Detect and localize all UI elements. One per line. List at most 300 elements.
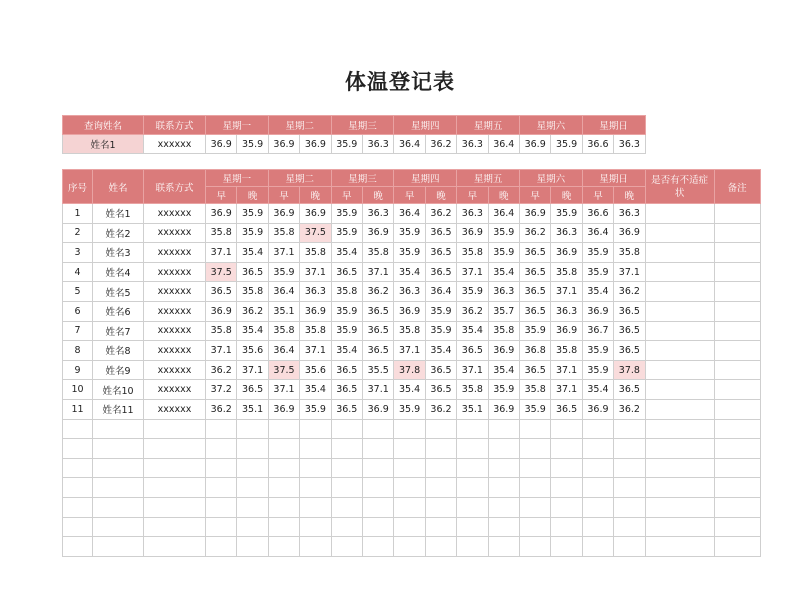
empty-cell <box>206 537 237 557</box>
day-header: 星期五 <box>457 170 520 187</box>
name-cell: 姓名9 <box>93 360 144 380</box>
temperature-cell: 35.9 <box>331 301 362 321</box>
empty-cell <box>362 439 393 459</box>
search-day-header: 星期六 <box>519 116 582 135</box>
temperature-cell: 36.2 <box>362 282 393 302</box>
contact-cell: xxxxxx <box>144 223 206 243</box>
temperature-cell: 36.5 <box>331 380 362 400</box>
empty-cell <box>519 517 550 537</box>
empty-cell <box>551 478 582 498</box>
discomfort-cell <box>645 282 714 302</box>
temperature-cell: 36.5 <box>362 321 393 341</box>
empty-cell <box>645 419 714 439</box>
empty-cell <box>645 537 714 557</box>
temperature-cell: 35.4 <box>331 243 362 263</box>
day-header: 星期三 <box>331 170 394 187</box>
temperature-cell: 36.5 <box>206 282 237 302</box>
empty-cell <box>331 537 362 557</box>
temperature-cell: 35.4 <box>237 243 268 263</box>
temperature-cell: 36.4 <box>582 223 613 243</box>
temperature-cell: 35.9 <box>457 282 488 302</box>
temperature-cell: 37.1 <box>268 380 299 400</box>
empty-cell <box>582 517 613 537</box>
temperature-cell: 36.9 <box>488 399 519 419</box>
empty-cell <box>519 497 550 517</box>
empty-cell <box>93 497 144 517</box>
temperature-cell: 37.1 <box>206 341 237 361</box>
temperature-cell: 37.1 <box>614 262 645 282</box>
morning-header: 早 <box>582 187 613 204</box>
temperature-cell: 35.9 <box>519 321 550 341</box>
temperature-cell: 36.4 <box>425 282 456 302</box>
temperature-cell: 36.5 <box>362 301 393 321</box>
name-cell: 姓名2 <box>93 223 144 243</box>
empty-cell <box>331 478 362 498</box>
temperature-cell: 36.4 <box>394 204 425 224</box>
contact-header: 联系方式 <box>144 170 206 204</box>
empty-cell <box>425 537 456 557</box>
empty-cell <box>488 537 519 557</box>
temperature-cell: 37.1 <box>362 380 393 400</box>
empty-cell <box>331 458 362 478</box>
temperature-cell: 36.4 <box>268 282 299 302</box>
temperature-cell: 35.4 <box>488 360 519 380</box>
empty-cell <box>425 497 456 517</box>
search-day-header: 星期四 <box>394 116 457 135</box>
temperature-cell: 35.9 <box>331 204 362 224</box>
temperature-cell: 36.2 <box>425 204 456 224</box>
morning-header: 早 <box>268 187 299 204</box>
temperature-cell: 37.2 <box>206 380 237 400</box>
search-temp-cell: 36.2 <box>425 135 456 154</box>
table-row <box>63 360 761 380</box>
temperature-cell: 35.9 <box>582 262 613 282</box>
index-header: 序号 <box>63 170 93 204</box>
temperature-cell: 37.1 <box>268 243 299 263</box>
notes-cell <box>714 399 760 419</box>
search-temp-cell: 35.9 <box>331 135 362 154</box>
discomfort-cell <box>645 341 714 361</box>
temperature-table <box>62 169 761 557</box>
empty-cell <box>614 419 645 439</box>
empty-cell <box>614 439 645 459</box>
temperature-cell: 35.6 <box>300 360 331 380</box>
empty-cell <box>268 497 299 517</box>
temperature-cell: 35.9 <box>331 223 362 243</box>
temperature-cell: 36.2 <box>237 301 268 321</box>
discomfort-cell <box>645 301 714 321</box>
empty-cell <box>300 537 331 557</box>
search-temp-cell: 36.3 <box>457 135 488 154</box>
empty-cell <box>93 419 144 439</box>
temperature-cell: 36.5 <box>519 301 550 321</box>
search-temp-cell: 36.9 <box>300 135 331 154</box>
temperature-cell: 36.9 <box>206 204 237 224</box>
search-day-header: 星期五 <box>457 116 520 135</box>
empty-cell <box>394 458 425 478</box>
temperature-cell: 35.9 <box>394 223 425 243</box>
contact-cell: xxxxxx <box>144 341 206 361</box>
empty-cell <box>331 497 362 517</box>
empty-cell <box>488 478 519 498</box>
empty-cell <box>582 439 613 459</box>
temperature-cell: 36.8 <box>519 341 550 361</box>
empty-cell <box>300 439 331 459</box>
temperature-cell: 35.4 <box>582 380 613 400</box>
temperature-cell: 36.2 <box>614 282 645 302</box>
temperature-cell: 36.3 <box>300 282 331 302</box>
temperature-cell: 36.3 <box>362 204 393 224</box>
notes-cell <box>714 204 760 224</box>
table-row <box>63 399 761 419</box>
search-temp-cell: 36.4 <box>394 135 425 154</box>
temperature-cell: 35.8 <box>206 321 237 341</box>
search-day-header: 星期二 <box>268 116 331 135</box>
search-contact-cell: xxxxxx <box>144 135 206 154</box>
name-cell: 姓名5 <box>93 282 144 302</box>
empty-cell <box>457 537 488 557</box>
name-cell: 姓名7 <box>93 321 144 341</box>
temperature-cell: 35.8 <box>394 321 425 341</box>
empty-cell <box>394 537 425 557</box>
search-name-header: 查询姓名 <box>63 116 144 135</box>
temperature-cell: 36.9 <box>551 321 582 341</box>
evening-header: 晚 <box>488 187 519 204</box>
table-row <box>63 243 761 263</box>
empty-row <box>63 478 761 498</box>
empty-cell <box>488 497 519 517</box>
empty-cell <box>394 517 425 537</box>
empty-cell <box>268 537 299 557</box>
temperature-cell: 36.5 <box>519 243 550 263</box>
temperature-cell: 35.6 <box>237 341 268 361</box>
search-contact-header: 联系方式 <box>144 116 206 135</box>
empty-cell <box>645 458 714 478</box>
table-row <box>63 262 761 282</box>
empty-cell <box>645 439 714 459</box>
empty-cell <box>63 458 93 478</box>
discomfort-cell <box>645 360 714 380</box>
temperature-cell: 36.6 <box>582 204 613 224</box>
empty-cell <box>144 497 206 517</box>
name-cell: 姓名10 <box>93 380 144 400</box>
empty-cell <box>93 439 144 459</box>
temperature-cell: 35.9 <box>582 341 613 361</box>
empty-cell <box>237 439 268 459</box>
empty-cell <box>394 439 425 459</box>
empty-cell <box>268 458 299 478</box>
index-cell: 3 <box>63 243 93 263</box>
empty-cell <box>551 458 582 478</box>
temperature-cell: 36.2 <box>519 223 550 243</box>
index-cell: 4 <box>63 262 93 282</box>
notes-cell <box>714 341 760 361</box>
day-header: 星期日 <box>582 170 645 187</box>
temperature-cell: 36.9 <box>268 399 299 419</box>
empty-cell <box>206 458 237 478</box>
empty-cell <box>394 478 425 498</box>
empty-cell <box>268 439 299 459</box>
empty-cell <box>362 537 393 557</box>
empty-row <box>63 497 761 517</box>
table-row <box>63 223 761 243</box>
temperature-cell: 35.9 <box>237 204 268 224</box>
empty-cell <box>519 537 550 557</box>
empty-cell <box>714 517 760 537</box>
empty-cell <box>237 478 268 498</box>
empty-cell <box>551 419 582 439</box>
empty-cell <box>614 517 645 537</box>
discomfort-cell <box>645 204 714 224</box>
morning-header: 早 <box>457 187 488 204</box>
search-name-cell[interactable]: 姓名1 <box>63 135 144 154</box>
notes-header: 备注 <box>714 170 760 204</box>
index-cell: 5 <box>63 282 93 302</box>
search-temp-cell: 36.6 <box>582 135 613 154</box>
search-temp-cell: 36.3 <box>614 135 645 154</box>
empty-cell <box>237 497 268 517</box>
morning-header: 早 <box>394 187 425 204</box>
temperature-cell: 35.4 <box>300 380 331 400</box>
evening-header: 晚 <box>237 187 268 204</box>
notes-cell <box>714 262 760 282</box>
notes-cell <box>714 301 760 321</box>
temperature-cell: 36.5 <box>614 321 645 341</box>
index-cell: 7 <box>63 321 93 341</box>
empty-cell <box>63 439 93 459</box>
empty-cell <box>714 537 760 557</box>
temperature-cell: 36.9 <box>394 301 425 321</box>
temperature-cell: 37.1 <box>457 262 488 282</box>
temperature-cell: 35.8 <box>268 321 299 341</box>
empty-cell <box>551 517 582 537</box>
empty-row <box>63 439 761 459</box>
empty-cell <box>300 458 331 478</box>
temperature-cell: 36.5 <box>614 341 645 361</box>
empty-cell <box>206 478 237 498</box>
empty-cell <box>63 537 93 557</box>
empty-cell <box>331 419 362 439</box>
empty-cell <box>237 419 268 439</box>
contact-cell: xxxxxx <box>144 399 206 419</box>
empty-cell <box>206 517 237 537</box>
temperature-cell: 36.2 <box>614 399 645 419</box>
temperature-cell: 36.9 <box>457 223 488 243</box>
temperature-cell: 36.9 <box>582 301 613 321</box>
temperature-cell: 35.9 <box>331 321 362 341</box>
search-temp-cell: 36.3 <box>362 135 393 154</box>
temperature-cell: 35.4 <box>488 262 519 282</box>
temperature-cell: 36.5 <box>457 341 488 361</box>
empty-cell <box>300 517 331 537</box>
temperature-cell: 35.4 <box>394 380 425 400</box>
temperature-cell: 35.9 <box>394 243 425 263</box>
index-cell: 2 <box>63 223 93 243</box>
table-row <box>63 282 761 302</box>
temperature-cell: 36.9 <box>268 204 299 224</box>
discomfort-cell <box>645 380 714 400</box>
table-row <box>63 380 761 400</box>
temperature-cell: 35.8 <box>488 321 519 341</box>
temperature-cell: 36.5 <box>614 301 645 321</box>
empty-cell <box>457 439 488 459</box>
day-header: 星期六 <box>519 170 582 187</box>
notes-cell <box>714 223 760 243</box>
temperature-cell: 36.2 <box>206 360 237 380</box>
temperature-cell: 36.2 <box>425 399 456 419</box>
temperature-cell: 36.3 <box>457 204 488 224</box>
temperature-cell: 35.4 <box>582 282 613 302</box>
temperature-cell: 35.9 <box>300 399 331 419</box>
empty-cell <box>582 497 613 517</box>
evening-header: 晚 <box>614 187 645 204</box>
empty-cell <box>362 419 393 439</box>
temperature-cell: 36.5 <box>614 380 645 400</box>
empty-cell <box>714 497 760 517</box>
temperature-cell: 36.9 <box>551 243 582 263</box>
empty-cell <box>206 439 237 459</box>
temperature-cell: 36.9 <box>300 301 331 321</box>
empty-cell <box>425 478 456 498</box>
temperature-cell: 35.4 <box>237 321 268 341</box>
empty-cell <box>300 419 331 439</box>
index-cell: 9 <box>63 360 93 380</box>
temperature-cell: 35.8 <box>519 380 550 400</box>
evening-header: 晚 <box>362 187 393 204</box>
empty-cell <box>425 439 456 459</box>
day-header: 星期四 <box>394 170 457 187</box>
page-title: 体温登记表 <box>345 70 455 94</box>
temperature-cell: 35.5 <box>362 360 393 380</box>
temperature-cell: 36.9 <box>362 223 393 243</box>
temperature-cell: 36.5 <box>237 262 268 282</box>
empty-cell <box>268 517 299 537</box>
discomfort-cell <box>645 399 714 419</box>
evening-header: 晚 <box>425 187 456 204</box>
temperature-cell: 36.9 <box>582 399 613 419</box>
temperature-cell: 36.5 <box>331 262 362 282</box>
discomfort-cell <box>645 243 714 263</box>
search-temp-cell: 36.9 <box>519 135 550 154</box>
empty-row <box>63 458 761 478</box>
temperature-cell: 36.5 <box>519 360 550 380</box>
contact-cell: xxxxxx <box>144 380 206 400</box>
temperature-cell: 36.5 <box>362 341 393 361</box>
empty-cell <box>582 458 613 478</box>
temperature-cell: 36.5 <box>551 399 582 419</box>
temperature-cell: 35.9 <box>582 360 613 380</box>
morning-header: 早 <box>331 187 362 204</box>
empty-cell <box>362 478 393 498</box>
discomfort-header: 是否有不适症状 <box>645 170 714 204</box>
table-row <box>63 321 761 341</box>
name-cell: 姓名3 <box>93 243 144 263</box>
empty-cell <box>714 478 760 498</box>
temperature-cell: 37.5 <box>206 262 237 282</box>
temperature-cell: 35.9 <box>394 399 425 419</box>
discomfort-cell <box>645 262 714 282</box>
temperature-cell: 37.1 <box>551 380 582 400</box>
search-temp-cell: 36.4 <box>488 135 519 154</box>
empty-cell <box>300 478 331 498</box>
name-header: 姓名 <box>93 170 144 204</box>
notes-cell <box>714 282 760 302</box>
notes-cell <box>714 321 760 341</box>
empty-cell <box>268 478 299 498</box>
empty-cell <box>425 419 456 439</box>
temperature-cell: 36.3 <box>551 223 582 243</box>
evening-header: 晚 <box>300 187 331 204</box>
temperature-cell: 37.1 <box>362 262 393 282</box>
index-cell: 6 <box>63 301 93 321</box>
empty-cell <box>206 419 237 439</box>
search-day-header: 星期一 <box>206 116 269 135</box>
temperature-cell: 36.9 <box>488 341 519 361</box>
empty-cell <box>714 439 760 459</box>
empty-cell <box>362 458 393 478</box>
name-cell: 姓名1 <box>93 204 144 224</box>
temperature-cell: 35.8 <box>551 341 582 361</box>
search-temp-cell: 36.9 <box>206 135 237 154</box>
temperature-cell: 37.1 <box>237 360 268 380</box>
contact-cell: xxxxxx <box>144 243 206 263</box>
temperature-cell: 36.5 <box>331 399 362 419</box>
temperature-cell: 35.8 <box>300 321 331 341</box>
empty-cell <box>237 458 268 478</box>
temperature-cell: 35.8 <box>551 262 582 282</box>
empty-cell <box>519 458 550 478</box>
empty-cell <box>488 458 519 478</box>
temperature-cell: 37.5 <box>268 360 299 380</box>
temperature-cell: 35.9 <box>488 380 519 400</box>
empty-cell <box>144 478 206 498</box>
temperature-cell: 35.9 <box>237 223 268 243</box>
contact-cell: xxxxxx <box>144 360 206 380</box>
empty-cell <box>394 497 425 517</box>
temperature-cell: 36.2 <box>457 301 488 321</box>
empty-cell <box>268 419 299 439</box>
name-cell: 姓名6 <box>93 301 144 321</box>
empty-cell <box>551 497 582 517</box>
empty-cell <box>300 497 331 517</box>
empty-cell <box>551 439 582 459</box>
contact-cell: xxxxxx <box>144 282 206 302</box>
temperature-cell: 37.1 <box>206 243 237 263</box>
notes-cell <box>714 243 760 263</box>
temperature-cell: 35.8 <box>457 380 488 400</box>
empty-cell <box>519 439 550 459</box>
empty-cell <box>645 517 714 537</box>
temperature-cell: 35.8 <box>457 243 488 263</box>
empty-cell <box>614 497 645 517</box>
empty-cell <box>488 517 519 537</box>
empty-cell <box>362 497 393 517</box>
temperature-cell: 36.3 <box>614 204 645 224</box>
temperature-cell: 37.1 <box>551 360 582 380</box>
contact-cell: xxxxxx <box>144 301 206 321</box>
temperature-cell: 37.8 <box>614 360 645 380</box>
empty-cell <box>93 478 144 498</box>
temperature-cell: 37.1 <box>300 262 331 282</box>
empty-cell <box>645 497 714 517</box>
empty-cell <box>488 419 519 439</box>
table-row <box>63 301 761 321</box>
empty-cell <box>144 537 206 557</box>
temperature-cell: 37.1 <box>394 341 425 361</box>
temperature-cell: 36.5 <box>331 360 362 380</box>
temperature-cell: 36.3 <box>551 301 582 321</box>
empty-cell <box>582 419 613 439</box>
